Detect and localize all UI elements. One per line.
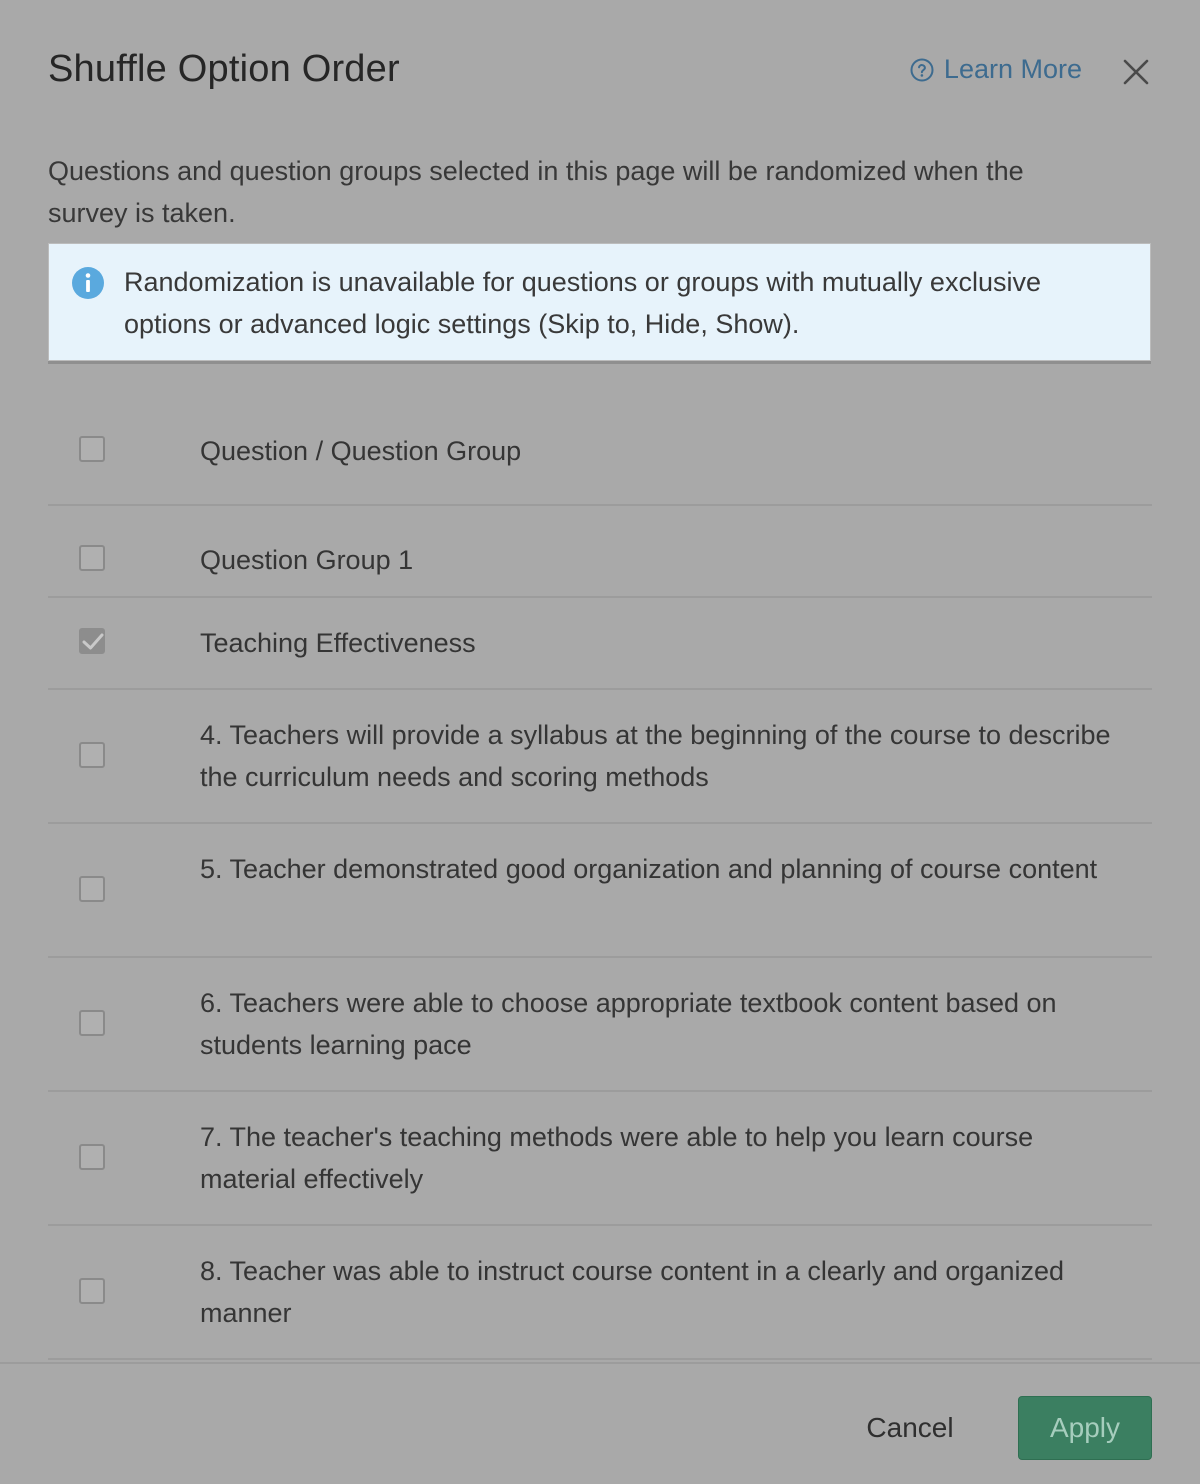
info-banner [48, 243, 1151, 361]
checkmark-icon [82, 632, 104, 652]
question-circle-icon [910, 58, 934, 82]
list-header-row [48, 397, 1152, 506]
info-text: Randomization is unavailable for questions or groups with mutually exclusive options or advanced logic settings (Skip to, Hide, Show). [124, 267, 1041, 339]
apply-button[interactable]: Apply [1018, 1396, 1152, 1460]
list-item[interactable] [48, 1092, 1152, 1226]
list-item[interactable] [48, 1226, 1152, 1360]
item-checkbox[interactable] [79, 876, 105, 902]
dialog-footer [0, 1362, 1200, 1484]
list-item[interactable] [48, 506, 1152, 598]
item-checkbox[interactable] [79, 742, 105, 768]
list-header-label: Question / Question Group [200, 436, 522, 466]
item-checkbox[interactable] [79, 545, 105, 571]
item-checkbox[interactable] [79, 1144, 105, 1170]
list-item-label: 5. Teacher demonstrated good organization and planning of course content [200, 854, 1098, 884]
list-item-label: 7. The teacher's teaching methods were able to help you learn course material effectively [200, 1122, 1034, 1194]
list-item-label: 6. Teachers were able to choose appropriate textbook content based on students learning pace [200, 988, 1057, 1060]
list-item[interactable] [48, 598, 1152, 690]
list-item[interactable] [48, 958, 1152, 1092]
learn-more-link[interactable] [910, 54, 1082, 85]
item-checkbox[interactable] [79, 1010, 105, 1036]
info-icon [71, 266, 105, 300]
list-item[interactable] [48, 690, 1152, 824]
item-checkbox[interactable] [79, 628, 105, 654]
question-list [48, 397, 1152, 1360]
dialog-description: Questions and question groups selected in this page will be randomized when the survey is taken. [48, 156, 1024, 228]
list-item-label: Teaching Effectiveness [200, 628, 476, 658]
list-item-label: 8. Teacher was able to instruct course content in a clearly and organized manner [200, 1256, 1064, 1328]
item-checkbox[interactable] [79, 1278, 105, 1304]
select-all-checkbox[interactable] [79, 436, 105, 462]
dialog-title: Shuffle Option Order [48, 48, 400, 90]
close-icon[interactable] [1120, 56, 1152, 88]
list-item-label: 4. Teachers will provide a syllabus at the beginning of the course to describe the curriculum needs and scoring methods [200, 720, 1111, 792]
cancel-button[interactable]: Cancel [866, 1412, 954, 1443]
dialog-header [48, 44, 1152, 100]
learn-more-label: Learn More [943, 54, 1082, 84]
list-item[interactable] [48, 824, 1152, 958]
list-item-label: Question Group 1 [200, 545, 414, 575]
